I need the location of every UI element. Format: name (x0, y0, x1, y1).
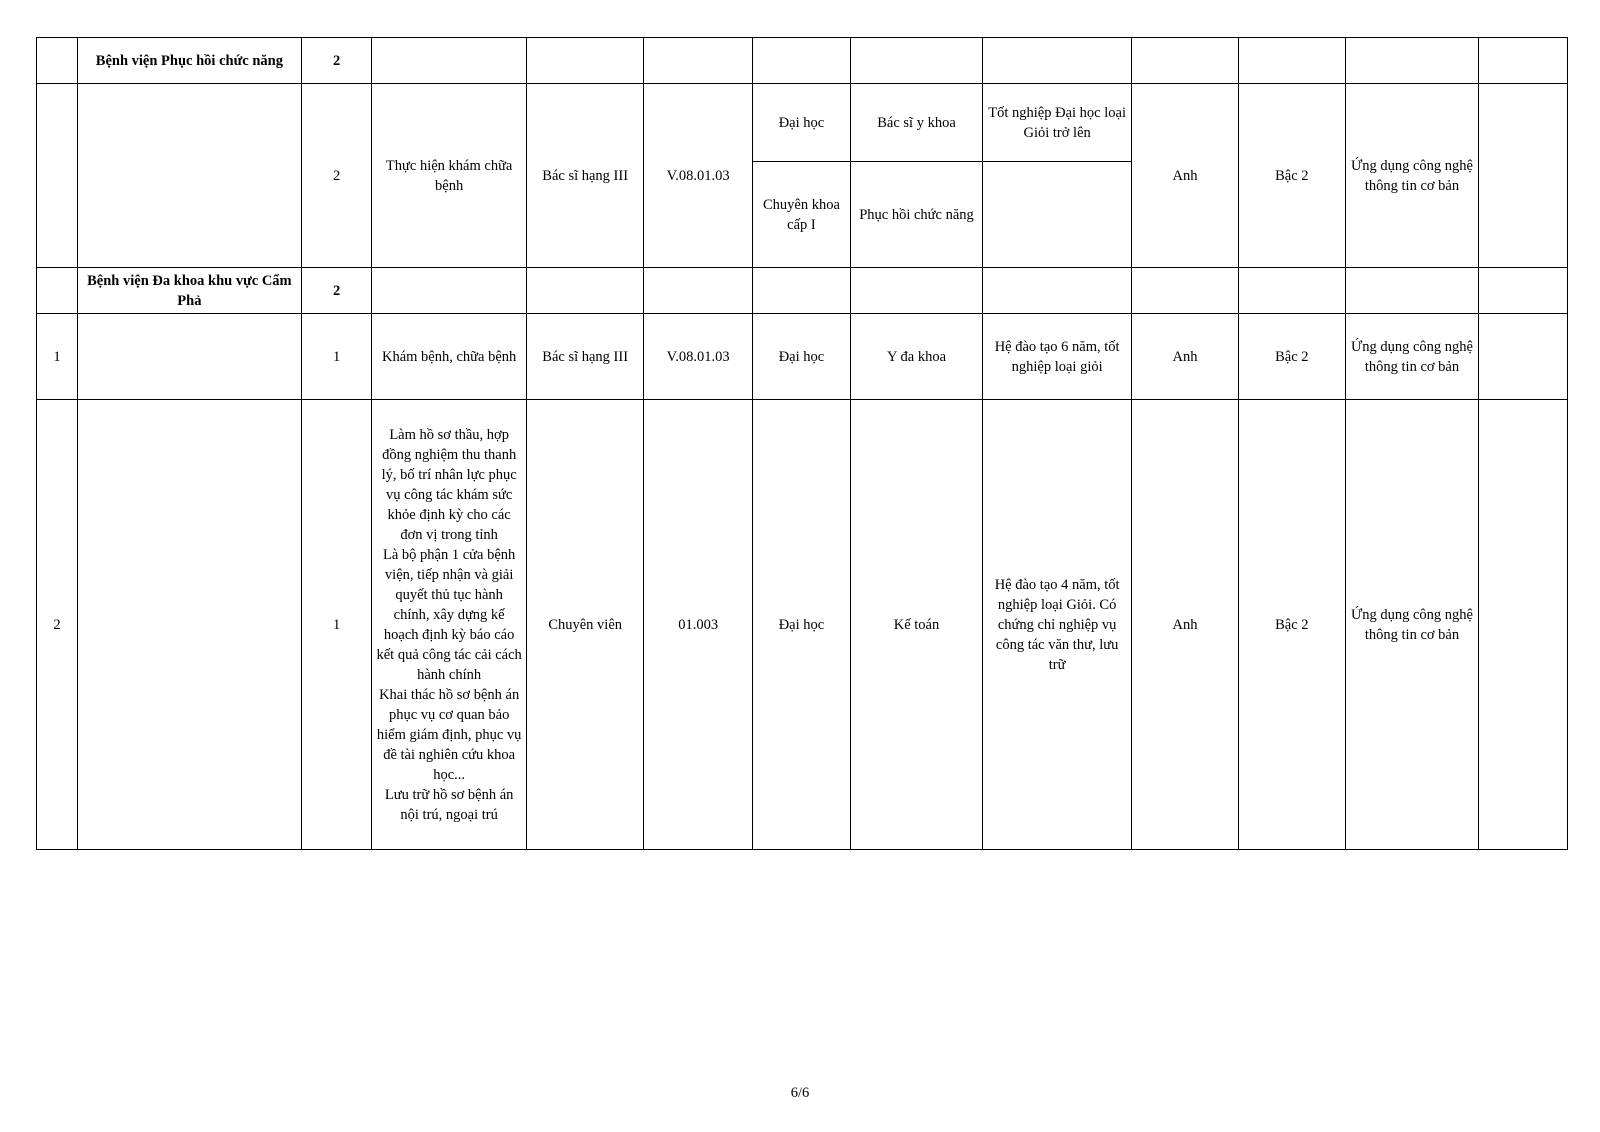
recruitment-table (36, 37, 1568, 850)
it-skill-cell: Ứng dụng công nghệ thông tin cơ bản (1346, 314, 1479, 400)
it-skill-cell: Ứng dụng công nghệ thông tin cơ bản (1346, 84, 1479, 268)
level-cell: Đại học (752, 84, 850, 162)
language-cell: Anh (1132, 84, 1238, 268)
stt-cell: 1 (37, 314, 78, 400)
code-cell: 01.003 (644, 400, 752, 850)
task-cell: Làm hồ sơ thầu, hợp đồng nghiệm thu thanh lý, bố trí nhân lực phục vụ công tác khám sức khỏe định kỳ cho các đơn vị trong tỉnh Là bộ phận 1 cửa bệnh viện, tiếp nhận và giải quyết thủ tục hành chính, xây dựng kế hoạch định kỳ báo cáo kết quả công tác cải cách hành chính Khai thác hồ sơ bệnh án phục vụ cơ quan bảo hiểm giám định, phục vụ đề tài nghiên cứu khoa học... Lưu trữ hồ sơ bệnh án nội trú, ngoại trú (372, 400, 526, 850)
note-cell (1478, 400, 1567, 850)
page-number: 6/6 (790, 1085, 810, 1101)
quota-cell: 1 (301, 400, 372, 850)
language-cell: Anh (1132, 314, 1238, 400)
rank-cell: Bác sĩ hạng III (526, 84, 644, 268)
note-cell (1478, 314, 1567, 400)
stt-cell (37, 84, 78, 268)
task-cell: Thực hiện khám chữa bệnh (372, 84, 526, 268)
quota-cell: 2 (301, 84, 372, 268)
note-cell (1478, 84, 1567, 268)
language-cell: Anh (1132, 400, 1238, 850)
section-count: 2 (301, 268, 372, 314)
major-cell: Bác sĩ y khoa (851, 84, 983, 162)
table-row (37, 400, 1568, 850)
other-requirement-cell: Hệ đào tạo 6 năm, tốt nghiệp loại giỏi (982, 314, 1131, 400)
major-cell: Phục hồi chức năng (851, 162, 983, 268)
stt-cell (37, 38, 78, 84)
stt-cell (37, 268, 78, 314)
quota-cell: 1 (301, 314, 372, 400)
other-requirement-cell: Hệ đào tạo 4 năm, tốt nghiệp loại Giỏi. Có chứng chỉ nghiệp vụ công tác văn thư, lưu trữ (982, 400, 1131, 850)
it-skill-cell: Ứng dụng công nghệ thông tin cơ bản (1346, 400, 1479, 850)
code-cell: V.08.01.03 (644, 314, 752, 400)
rank-cell: Bác sĩ hạng III (526, 314, 644, 400)
department-cell (77, 400, 301, 850)
language-level-cell: Bậc 2 (1238, 314, 1345, 400)
section-count: 2 (301, 38, 372, 84)
stt-cell: 2 (37, 400, 78, 850)
major-cell: Y đa khoa (851, 314, 983, 400)
language-level-cell: Bậc 2 (1238, 84, 1345, 268)
table-row (37, 314, 1568, 400)
task-cell: Khám bệnh, chữa bệnh (372, 314, 526, 400)
section-name: Bệnh viện Đa khoa khu vực Cẩm Phả (77, 268, 301, 314)
language-level-cell: Bậc 2 (1238, 400, 1345, 850)
section-name: Bệnh viện Phục hồi chức năng (77, 38, 301, 84)
major-cell: Kế toán (851, 400, 983, 850)
section-row (37, 268, 1568, 314)
department-cell (77, 84, 301, 268)
level-cell: Đại học (752, 400, 850, 850)
code-cell: V.08.01.03 (644, 84, 752, 268)
other-requirement-cell: Tốt nghiệp Đại học loại Giỏi trở lên (982, 84, 1131, 162)
rank-cell: Chuyên viên (526, 400, 644, 850)
department-cell (77, 314, 301, 400)
level-cell: Đại học (752, 314, 850, 400)
level-cell: Chuyên khoa cấp I (752, 162, 850, 268)
section-row (37, 38, 1568, 84)
table-row (37, 84, 1568, 162)
other-requirement-cell (982, 162, 1131, 268)
